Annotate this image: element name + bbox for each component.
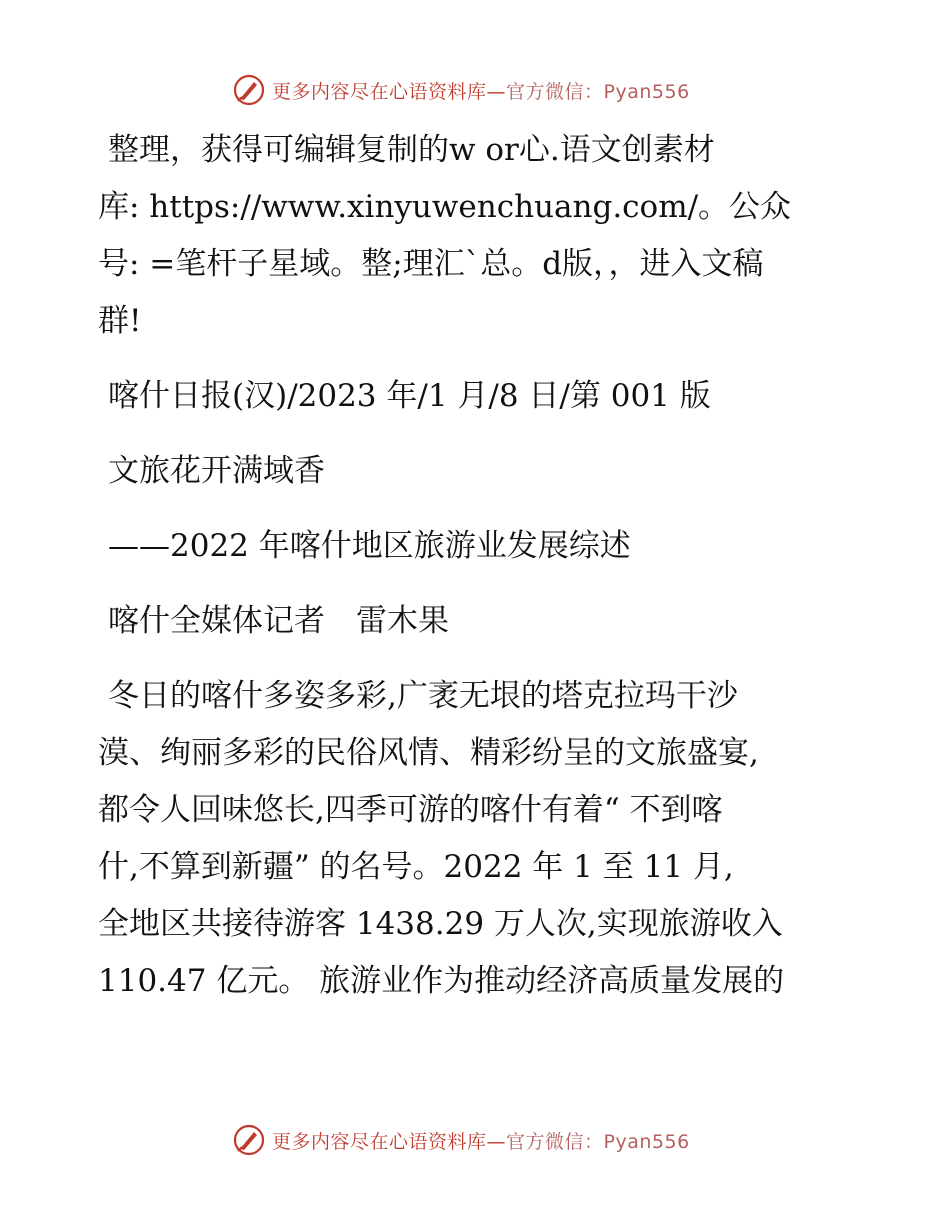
watermark-wechat-id: Pyan556 bbox=[603, 1130, 690, 1153]
article-subtitle: ——2022 年喀什地区旅游业发展综述 bbox=[108, 528, 631, 564]
intro-line: 号: =笔杆子星域。整;理汇ˋ总。d版，，进入文稿 bbox=[98, 246, 764, 282]
intro-line: 群! bbox=[98, 303, 142, 339]
article-byline: 喀什全媒体记者 雷木果 bbox=[108, 603, 449, 639]
watermark-text bbox=[272, 77, 690, 104]
header-watermark bbox=[232, 70, 752, 110]
article-source: 喀什日报(汉)/2023 年/1 月/8 日/第 001 版 bbox=[108, 378, 711, 414]
watermark-main: 更多内容尽在心语资料库 bbox=[272, 1130, 487, 1153]
watermark-dash: — bbox=[486, 1130, 507, 1153]
watermark-wechat-label: 官方微信： bbox=[506, 1130, 604, 1153]
body-line: 都令人回味悠长,四季可游的喀什有着“ 不到喀 bbox=[98, 792, 723, 828]
intro-line: 整理，获得可编辑复制的w or心.语文创素材 bbox=[108, 132, 715, 168]
quill-logo-icon bbox=[232, 1123, 266, 1157]
document-body bbox=[98, 122, 858, 1010]
watermark-wechat-id: Pyan556 bbox=[603, 80, 690, 103]
body-line: 110.47 亿元。 旅游业作为推动经济高质量发展的 bbox=[98, 963, 785, 999]
footer-watermark bbox=[232, 1120, 752, 1160]
watermark-wechat-label: 官方微信： bbox=[506, 80, 604, 103]
watermark-main: 更多内容尽在心语资料库 bbox=[272, 80, 487, 103]
quill-logo-icon bbox=[232, 73, 266, 107]
body-line: 什,不算到新疆” 的名号。2022 年 1 至 11 月, bbox=[98, 849, 734, 885]
body-line: 冬日的喀什多姿多彩,广袤无垠的塔克拉玛干沙 bbox=[108, 678, 738, 714]
body-line: 漠、绚丽多彩的民俗风情、精彩纷呈的文旅盛宴, bbox=[98, 735, 759, 771]
intro-line: 库: https://www.xinyuwenchuang.com/。公众 bbox=[98, 189, 792, 225]
article-title: 文旅花开满域香 bbox=[108, 453, 325, 489]
watermark-text bbox=[272, 1127, 690, 1154]
body-line: 全地区共接待游客 1438.29 万人次,实现旅游收入 bbox=[98, 906, 783, 942]
watermark-dash: — bbox=[486, 80, 507, 103]
